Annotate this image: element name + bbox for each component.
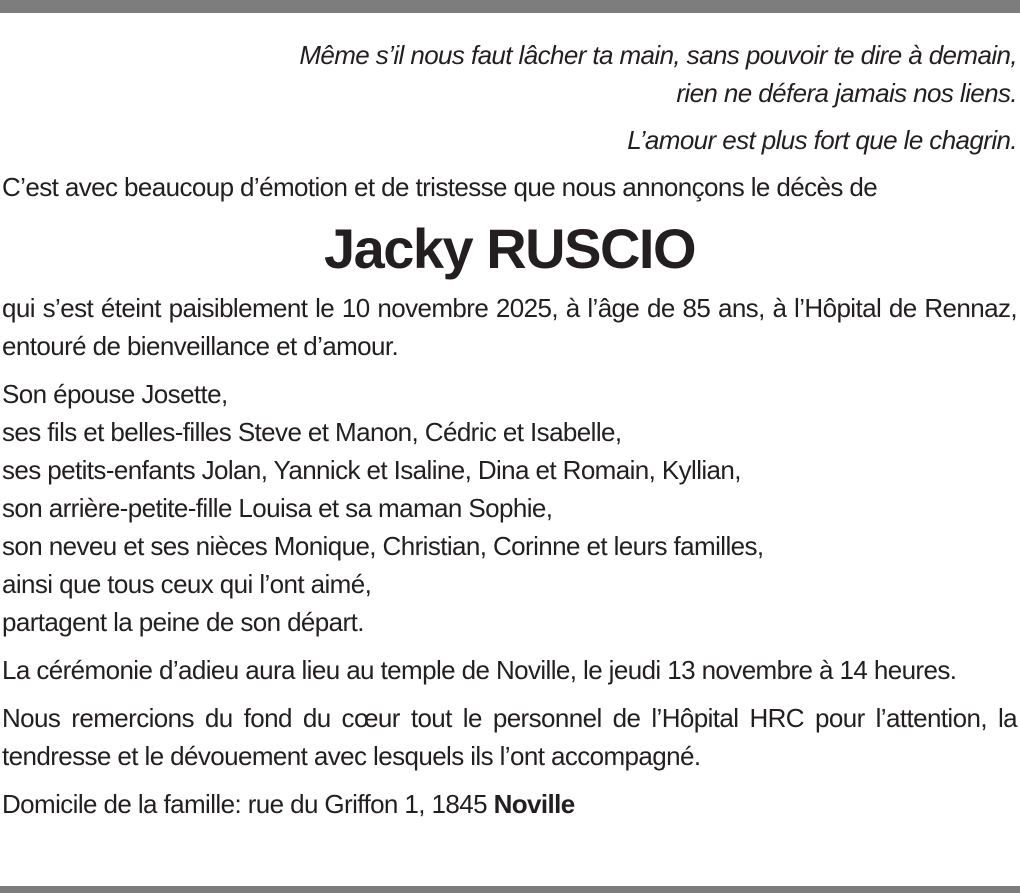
family-line: Son épouse Josette, xyxy=(2,379,228,409)
family-address xyxy=(2,785,1017,823)
thanks-paragraph: Nous remercions du fond du cœur tout le personnel de l’Hôpital HRC pour l’attention, la tendresse et le dévouement avec lesquels ils l’ont accompagné. xyxy=(2,703,1017,771)
family-line: ses fils et belles-filles Steve et Manon, Cédric et Isabelle, xyxy=(2,417,622,447)
family-list xyxy=(2,375,1017,641)
family-line: partagent la peine de son départ. xyxy=(2,607,364,637)
family-line: son arrière-petite-fille Louisa et sa maman Sophie, xyxy=(2,493,553,523)
epigraph-line-2: rien ne défera jamais nos liens. xyxy=(676,78,1017,108)
epigraph-line-1: Même s’il nous faut lâcher ta main, sans pouvoir te dire à demain, xyxy=(299,40,1017,70)
deceased-name: Jacky RUSCIO xyxy=(323,217,696,280)
passing-paragraph: qui s’est éteint paisiblement le 10 novembre 2025, à l’âge de 85 ans, à l’Hôpital de Rennaz, entouré de bienveillance et d’amour. xyxy=(2,293,1017,361)
obituary-notice xyxy=(2,36,1017,823)
family-line: son neveu et ses nièces Monique, Christian, Corinne et leurs familles, xyxy=(2,531,764,561)
family-line: ainsi que tous ceux qui l’ont aimé, xyxy=(2,569,372,599)
address-town: Noville xyxy=(493,789,575,819)
epigraph-verse-1 xyxy=(2,36,1017,112)
top-rule xyxy=(0,0,1020,13)
epigraph-verse-2 xyxy=(2,121,1017,159)
family-line: ses petits-enfants Jolan, Yannick et Isaline, Dina et Romain, Kyllian, xyxy=(2,455,741,485)
intro-sentence: C’est avec beaucoup d’émotion et de tristesse que nous annonçons le décès de xyxy=(2,172,878,202)
address-text: Domicile de la famille: rue du Griffon 1, 1845 xyxy=(2,789,494,819)
epigraph-line-3: L’amour est plus fort que le chagrin. xyxy=(627,125,1017,155)
epigraph xyxy=(2,36,1017,159)
ceremony-paragraph: La cérémonie d’adieu aura lieu au temple de Noville, le jeudi 13 novembre à 14 heures. xyxy=(2,655,957,685)
bottom-rule xyxy=(0,886,1020,893)
